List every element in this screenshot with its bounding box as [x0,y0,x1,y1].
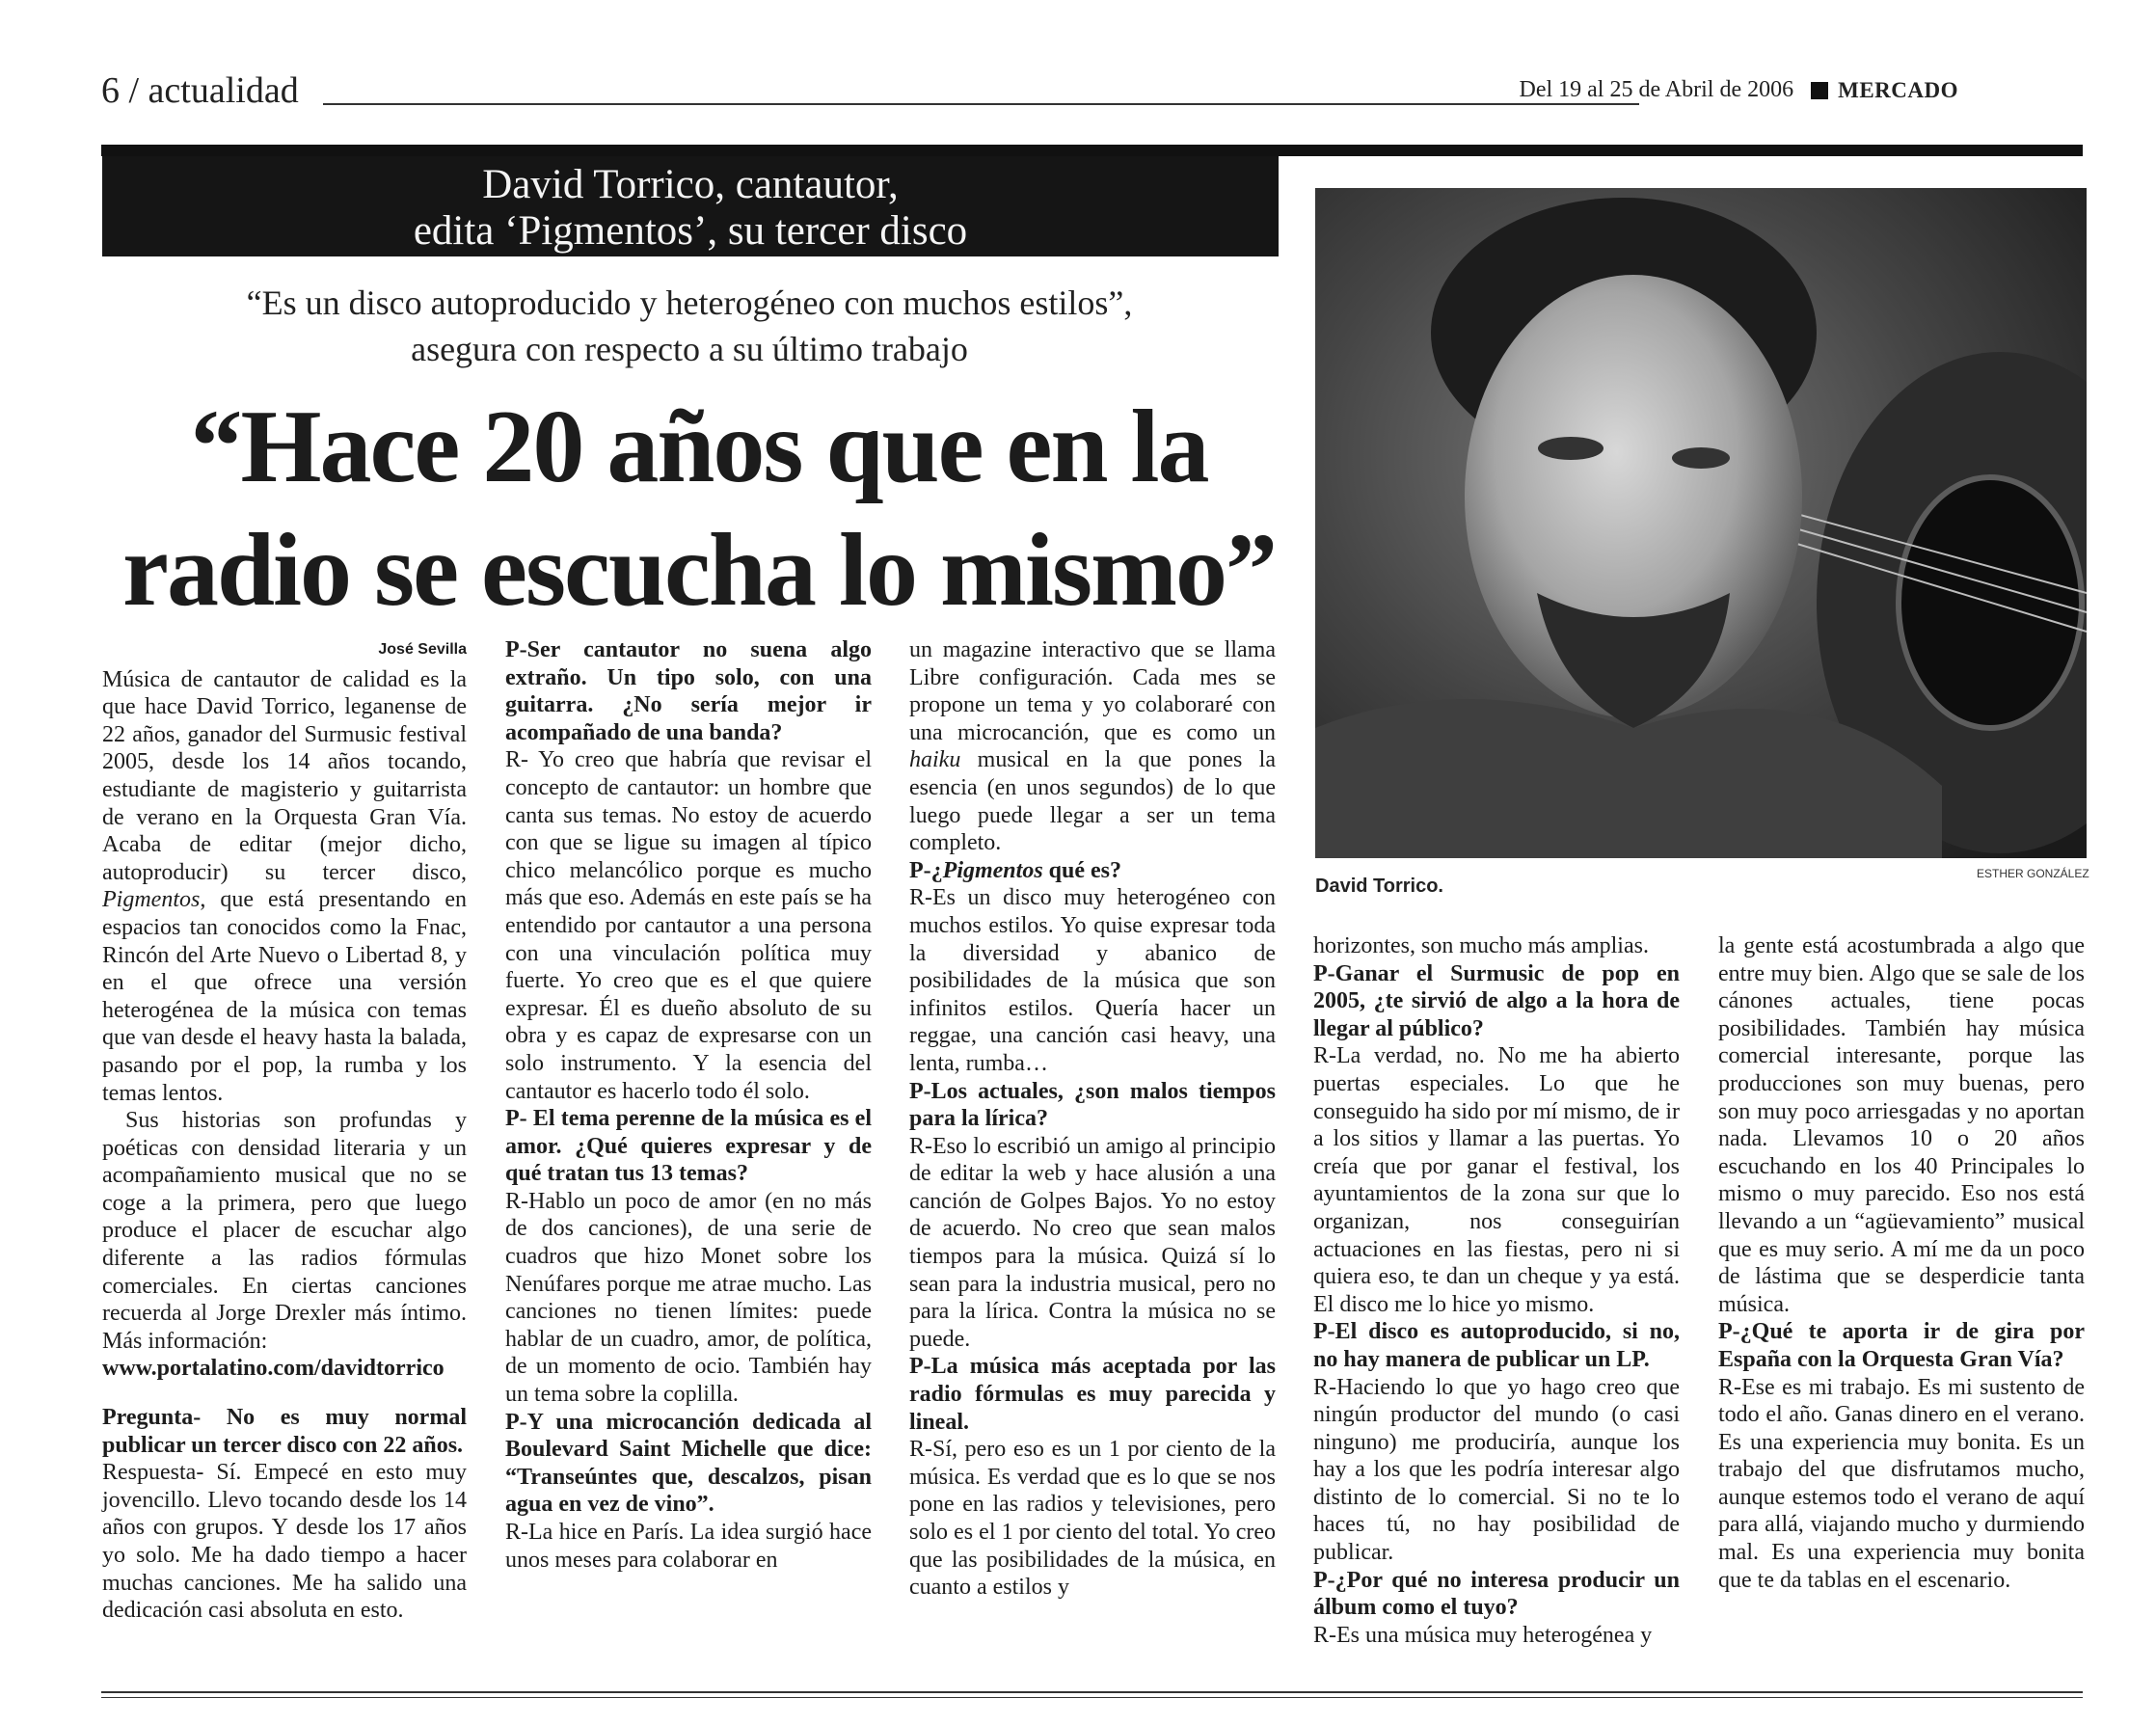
answer-8: R-La verdad, no. No me ha abierto puertas especiales. Lo que he conseguido ha sido por mí mismo, de ir a los sitios y llamar a las puertas. Yo creía que por ganar el festival, los ayuntamientos de la zona sur que lo organizan, nos conseguirían actuaciones en las fiestas, pero ni si quiera eso, te dan un cheque y ya está. El disco me lo hice yo mismo. [1313,1043,1680,1317]
answer-10: R-Es una música muy heterogénea y [1313,1622,1653,1648]
album-title: Pigmentos [102,887,201,913]
kicker-box [102,156,1279,256]
question-11: P-¿Qué te aporta ir de gira por España con la Orquesta Gran Vía? [1718,1319,2085,1372]
header-rule [323,103,1639,105]
photo-credit: ESTHER GONZÁLEZ [1977,867,2089,880]
article-column-1 [102,636,467,1625]
answer-9: R-Haciendo lo que yo hago creo que ningún productor del mundo (o casi ninguno) me produciría, aunque los hay a los que les podría interesar algo distinto de lo comercial. Si no te lo haces tú, no hay posibilidad de publicar. [1313,1374,1680,1566]
article-column-2 [505,636,872,1574]
question-7: P-La música más aceptada por las radio fórmulas es muy parecida y lineal. [909,1354,1276,1435]
byline: José Sevilla [378,641,467,658]
article-column-5 [1718,932,2085,1594]
question-10: P-¿Por qué no interesa producir un álbum como el tuyo? [1313,1567,1680,1621]
answer-2: R- Yo creo que habría que revisar el concepto de cantautor: un hombre que canta sus temas. No estoy de acuerdo con que se ligue su imagen al típico chico melancólico porque es mucho más que eso. Además en este país se ha entendido por cantautor a una persona con una vinculación política muy fuerte. Yo creo que es el que quiere expresar. Él es dueño absoluto de su obra y es capaz de expresarse con un solo instrumento. Y la esencia del cantautor es hacerlo todo él solo. [505,747,872,1104]
paragraph-2: Sus historias son profundas y poéticas con densidad literaria y un acompañamiento musical que no se coge a la primera, pero que luego produce el placer de escuchar algo diferente a las radios fórmulas comerciales. En ciertas canciones recuerda al Jorge Drexler más íntimo. Más información: [102,1108,467,1354]
header-meta [1519,77,1958,103]
portrait-illustration [1315,188,2087,858]
question-6: P-Los actuales, ¿son malos tiempos para la lírica? [909,1078,1276,1132]
question-3: P- El tema perenne de la música es el amor. ¿Qué quieres expresar y de qué tratan tus 13 temas? [505,1106,872,1187]
answer-11: R-Ese es mi trabajo. Es mi sustento de todo el año. Ganas dinero en el verano. Es una experiencia muy bonita. Es un trabajo del que disfrutamos mucho, aunque estemos todo el verano de aquí para allá, viajando mucho y durmiendo mal. Es una experiencia muy bonita que te da tablas en el escenario. [1718,1374,2085,1593]
square-bullet-icon [1811,82,1828,99]
headline [96,386,1302,633]
question-9: P-El disco es autoproducido, si no, no hay manera de publicar un LP. [1313,1319,1680,1372]
answer-4: R-La hice en París. La idea surgió hace unos meses para colaborar en [505,1520,872,1573]
subhead-line-2: asegura con respecto a su último trabajo [411,330,968,368]
article-column-3 [909,636,1276,1602]
answer-7-continued: horizontes, son mucho más amplias. [1313,933,1649,958]
bottom-rule [101,1691,2083,1693]
answer-6: R-Eso lo escribió un amigo al principio de editar la web y hace alusión a una canción de Golpes Bajos. Yo no estoy de acuerdo. No creo que sean malos tiempos para la música. Quizá sí lo sean para la industria musical, pero no para la lírica. Contra la música no se puede. [909,1133,1276,1352]
headline-line-1: “Hace 20 años que en la [190,390,1208,504]
question-2: P-Ser cantautor no suena algo extraño. Un tipo solo, con una guitarra. ¿No sería mejor ir acompañado de una banda? [505,637,872,745]
lead-text-end: , que está presentando en espacios tan conocidos como la Fnac, Rincón del Arte Nuevo o Libertad 8, y en el que ofrece una versión heterogénea de la música con temas que van desde el heavy hasta la balada, pasando por el pop, la rumba y los temas lentos. [102,887,467,1106]
answer-3: R-Hablo un poco de amor (en no más de dos canciones), de una serie de cuadros que hizo Monet sobre los Nenúfares porque me atrae mucho. Las canciones no tienen límites: puede hablar de un cuadro, amor, de política, de un momento de ocio. También hay un tema sobre la coplilla. [505,1188,872,1408]
answer-text-end: musical en la que pones la esencia (en unos segundos) de lo que luego puede llegar a ser un tema completo. [909,747,1276,856]
question-1: Pregunta- No es muy normal publicar un tercer disco con 22 años. [102,1405,467,1458]
photo-caption: David Torrico. [1315,876,1443,897]
question-5 [909,857,1276,885]
lead-paragraph [102,666,467,1108]
bottom-rule-thin [101,1697,2083,1698]
headline-line-2: radio se escucha lo mismo” [122,513,1276,628]
website-link[interactable]: www.portalatino.com/davidtorrico [102,1356,445,1382]
question-suffix: qué es? [1042,857,1122,883]
answer-7: R-Sí, pero eso es un 1 por ciento de la música. Es verdad que es lo que se nos pone en las radios y televisiones, pero solo es el 1 por ciento del total. Yo creo que las posibilidades de la música, en cuanto a estilos y [909,1437,1276,1601]
subheadline [145,280,1234,372]
question-4: P-Y una microcanción dedicada al Boulevard Saint Michelle que dice: “Transeúntes que, descalzos, pisan agua en vez de vino”. [505,1409,872,1518]
answer-1: Respuesta- Sí. Empecé en esto muy jovencillo. Llevo tocando desde los 14 años con grupos. Y desde los 17 años yo solo. Me ha dado tiempo a hacer muchas canciones. Me ha salido una dedicación casi absoluta en esto. [102,1460,467,1624]
portrait-photo [1315,188,2087,858]
subhead-line-1: “Es un disco autoproducido y heterogéneo con muchos estilos”, [246,283,1133,322]
kicker-line-2: edita ‘Pigmentos’, su tercer disco [413,208,968,254]
top-divider-bar [101,145,2083,156]
answer-4-continued [909,636,1276,857]
answer-5: R-Es un disco muy heterogéneo con muchos estilos. Yo quise expresar toda la diversidad y abanico de posibilidades de la música que son infinitos estilos. Quería hacer un reggae, una canción casi heavy, una lenta, rumba… [909,885,1276,1076]
lead-text: Música de cantautor de calidad es la que hace David Torrico, leganense de 22 años, ganador del Surmusic festival 2005, desde los 14 años tocando, estudiante de magisterio y guitarrista de verano en la Orquesta Gran Vía. Acaba de editar (mejor dicho, autoproducir) su tercer disco, [102,666,467,885]
answer-10-continued: la gente está acostumbrada a algo que entre muy bien. Algo que se sale de los cánones actuales, tiene pocas posibilidades. También hay música comercial interesante, porque las producciones son muy buenas, pero son muy poco arriesgadas y no aportan nada. Llevamos 10 o 20 años escuchando en los 40 Principales lo mismo o muy parecido. Eso nos está llevando a un “agüevamiento” musical que es muy serio. A mí me da un poco de lástima que se desperdicie tanta música. [1718,933,2085,1317]
question-prefix: P-¿ [909,857,943,883]
publication-name: MERCADO [1838,77,1958,102]
section-label: 6 / actualidad [101,70,299,111]
kicker-line-1: David Torrico, cantautor, [482,162,899,207]
answer-text: un magazine interactivo que se llama Libre configuración. Cada mes se propone un tema y yo colaboraré con una microcanción, que es como un [909,637,1276,745]
question-8: P-Ganar el Surmusic de pop en 2005, ¿te sirvió de algo a la hora de llegar al público? [1313,960,1680,1041]
issue-date: Del 19 al 25 de Abril de 2006 [1519,77,1794,102]
italic-term: haiku [909,747,961,773]
article-column-4 [1313,932,1680,1649]
album-title: Pigmentos [942,857,1043,883]
